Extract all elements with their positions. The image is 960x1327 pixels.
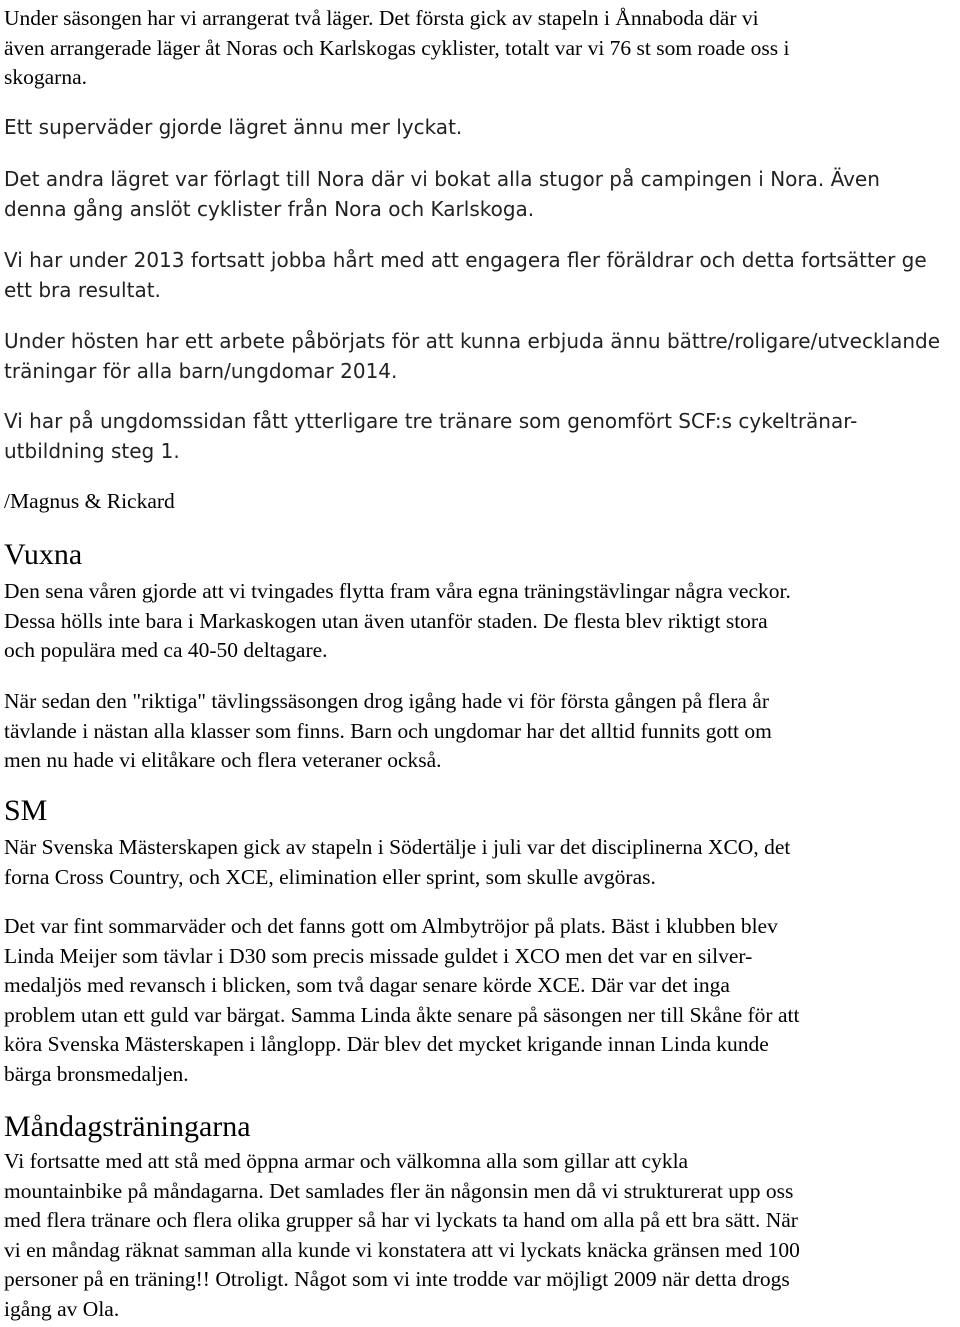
text-line: tävlande i nästan alla klasser som finns. Barn och ungdomar har det alltid funnits gott om	[4, 718, 772, 743]
text-line: vi en måndag räknat samman alla kunde vi konstatera att vi lyckats knäcka gränsen med 100	[4, 1237, 800, 1262]
heading-mandagstraningarna: Måndagsträningarna	[4, 1110, 251, 1143]
text-line: köra Svenska Mästerskapen i långlopp. Där blev det mycket krigande innan Linda kunde	[4, 1032, 769, 1056]
signature	[4, 487, 956, 517]
text-line: Under säsongen har vi arrangerat två läger. Det första gick av stapeln i Ånnaboda där vi	[4, 6, 759, 30]
text-line: igång av Ola.	[4, 1296, 120, 1321]
text-line: Linda Meijer som tävlar i D30 som precis missade guldet i XCO men det var en silver-	[4, 943, 753, 968]
paragraph-coaches	[4, 407, 956, 466]
text-line: bärga bronsmedaljen.	[4, 1061, 189, 1086]
text-line: även arrangerade läger åt Noras och Karlskogas cyklister, totalt var vi 76 st som roade oss i	[4, 35, 790, 60]
text-line: Under hösten har ett arbete påbörjats för att kunna erbjuda ännu bättre/roligare/utvecklande	[4, 329, 941, 353]
text-line: Det var fint sommarväder och det fanns gott om Almbytröjor på plats. Bäst i klubben blev	[4, 914, 778, 938]
paragraph-sm-1	[4, 833, 956, 892]
text-line: Dessa hölls inte bara i Markaskogen utan även utanför staden. De flesta blev riktigt stora	[4, 608, 768, 633]
text-line: Vi har på ungdomssidan fått ytterligare tre tränare som genomfört SCF:s cykeltränar-	[4, 409, 858, 433]
text-line: utbildning steg 1.	[4, 438, 180, 463]
text-line: medaljös med revansch i blicken, som två dagar senare körde XCE. Där var det inga	[4, 973, 730, 997]
paragraph-autumn	[4, 327, 956, 386]
text-line: mountainbike på måndagarna. Det samlades fler än någonsin men då vi strukturerat upp oss	[4, 1178, 794, 1203]
text-line: och populära med ca 40-50 deltagare.	[4, 638, 328, 662]
paragraph-weather	[4, 113, 956, 143]
paragraph-parents	[4, 246, 956, 305]
text-line: forna Cross Country, och XCE, elimination eller sprint, som skulle avgöras.	[4, 864, 656, 889]
text-line: skogarna.	[4, 65, 87, 89]
text-line: När sedan den "riktiga" tävlingssäsongen drog igång hade vi för första gången på flera år	[4, 689, 770, 713]
text-line: denna gång anslöt cyklister från Nora och Karlskoga.	[4, 196, 535, 221]
text-line: Vi har under 2013 fortsatt jobba hårt med att engagera fler föräldrar och detta fortsätter ge	[4, 248, 927, 272]
heading-sm: SM	[4, 794, 48, 827]
text-line: Den sena våren gjorde att vi tvingades flytta fram våra egna träningstävlingar några veckor.	[4, 579, 791, 603]
text-line: ett bra resultat.	[4, 277, 161, 302]
text-line: /Magnus & Rickard	[4, 489, 175, 513]
paragraph-sm-2	[4, 912, 956, 1089]
paragraph-second-camp	[4, 165, 956, 224]
text-line: Vi fortsatte med att stå med öppna armar och välkomna alla som gillar att cykla	[4, 1149, 689, 1173]
text-line: personer på en träning!! Otroligt. Något som vi inte trodde var möjligt 2009 när detta drogs	[4, 1267, 790, 1291]
text-line: men nu hade vi elitåkare och flera veteraner också.	[4, 748, 442, 772]
heading-vuxna: Vuxna	[4, 538, 83, 571]
text-line: När Svenska Mästerskapen gick av stapeln i Södertälje i juli var det disciplinerna XCO, det	[4, 835, 791, 859]
paragraph-vuxna-1	[4, 577, 956, 666]
paragraph-vuxna-2	[4, 687, 956, 776]
text-line: Ett superväder gjorde lägret ännu mer lyckat.	[4, 115, 463, 139]
paragraph-camps	[4, 4, 956, 93]
text-line: med flera tränare och flera olika grupper så har vi lyckats ta hand om alla på ett bra sätt. När	[4, 1208, 798, 1232]
text-line: problem utan ett guld var bärgat. Samma Linda åkte senare på säsongen ner till Skåne för att	[4, 1002, 800, 1027]
text-line: träningar för alla barn/ungdomar 2014.	[4, 358, 398, 383]
text-line: Det andra lägret var förlagt till Nora där vi bokat alla stugor på campingen i Nora. Även	[4, 167, 880, 191]
paragraph-mandag-1	[4, 1147, 956, 1324]
